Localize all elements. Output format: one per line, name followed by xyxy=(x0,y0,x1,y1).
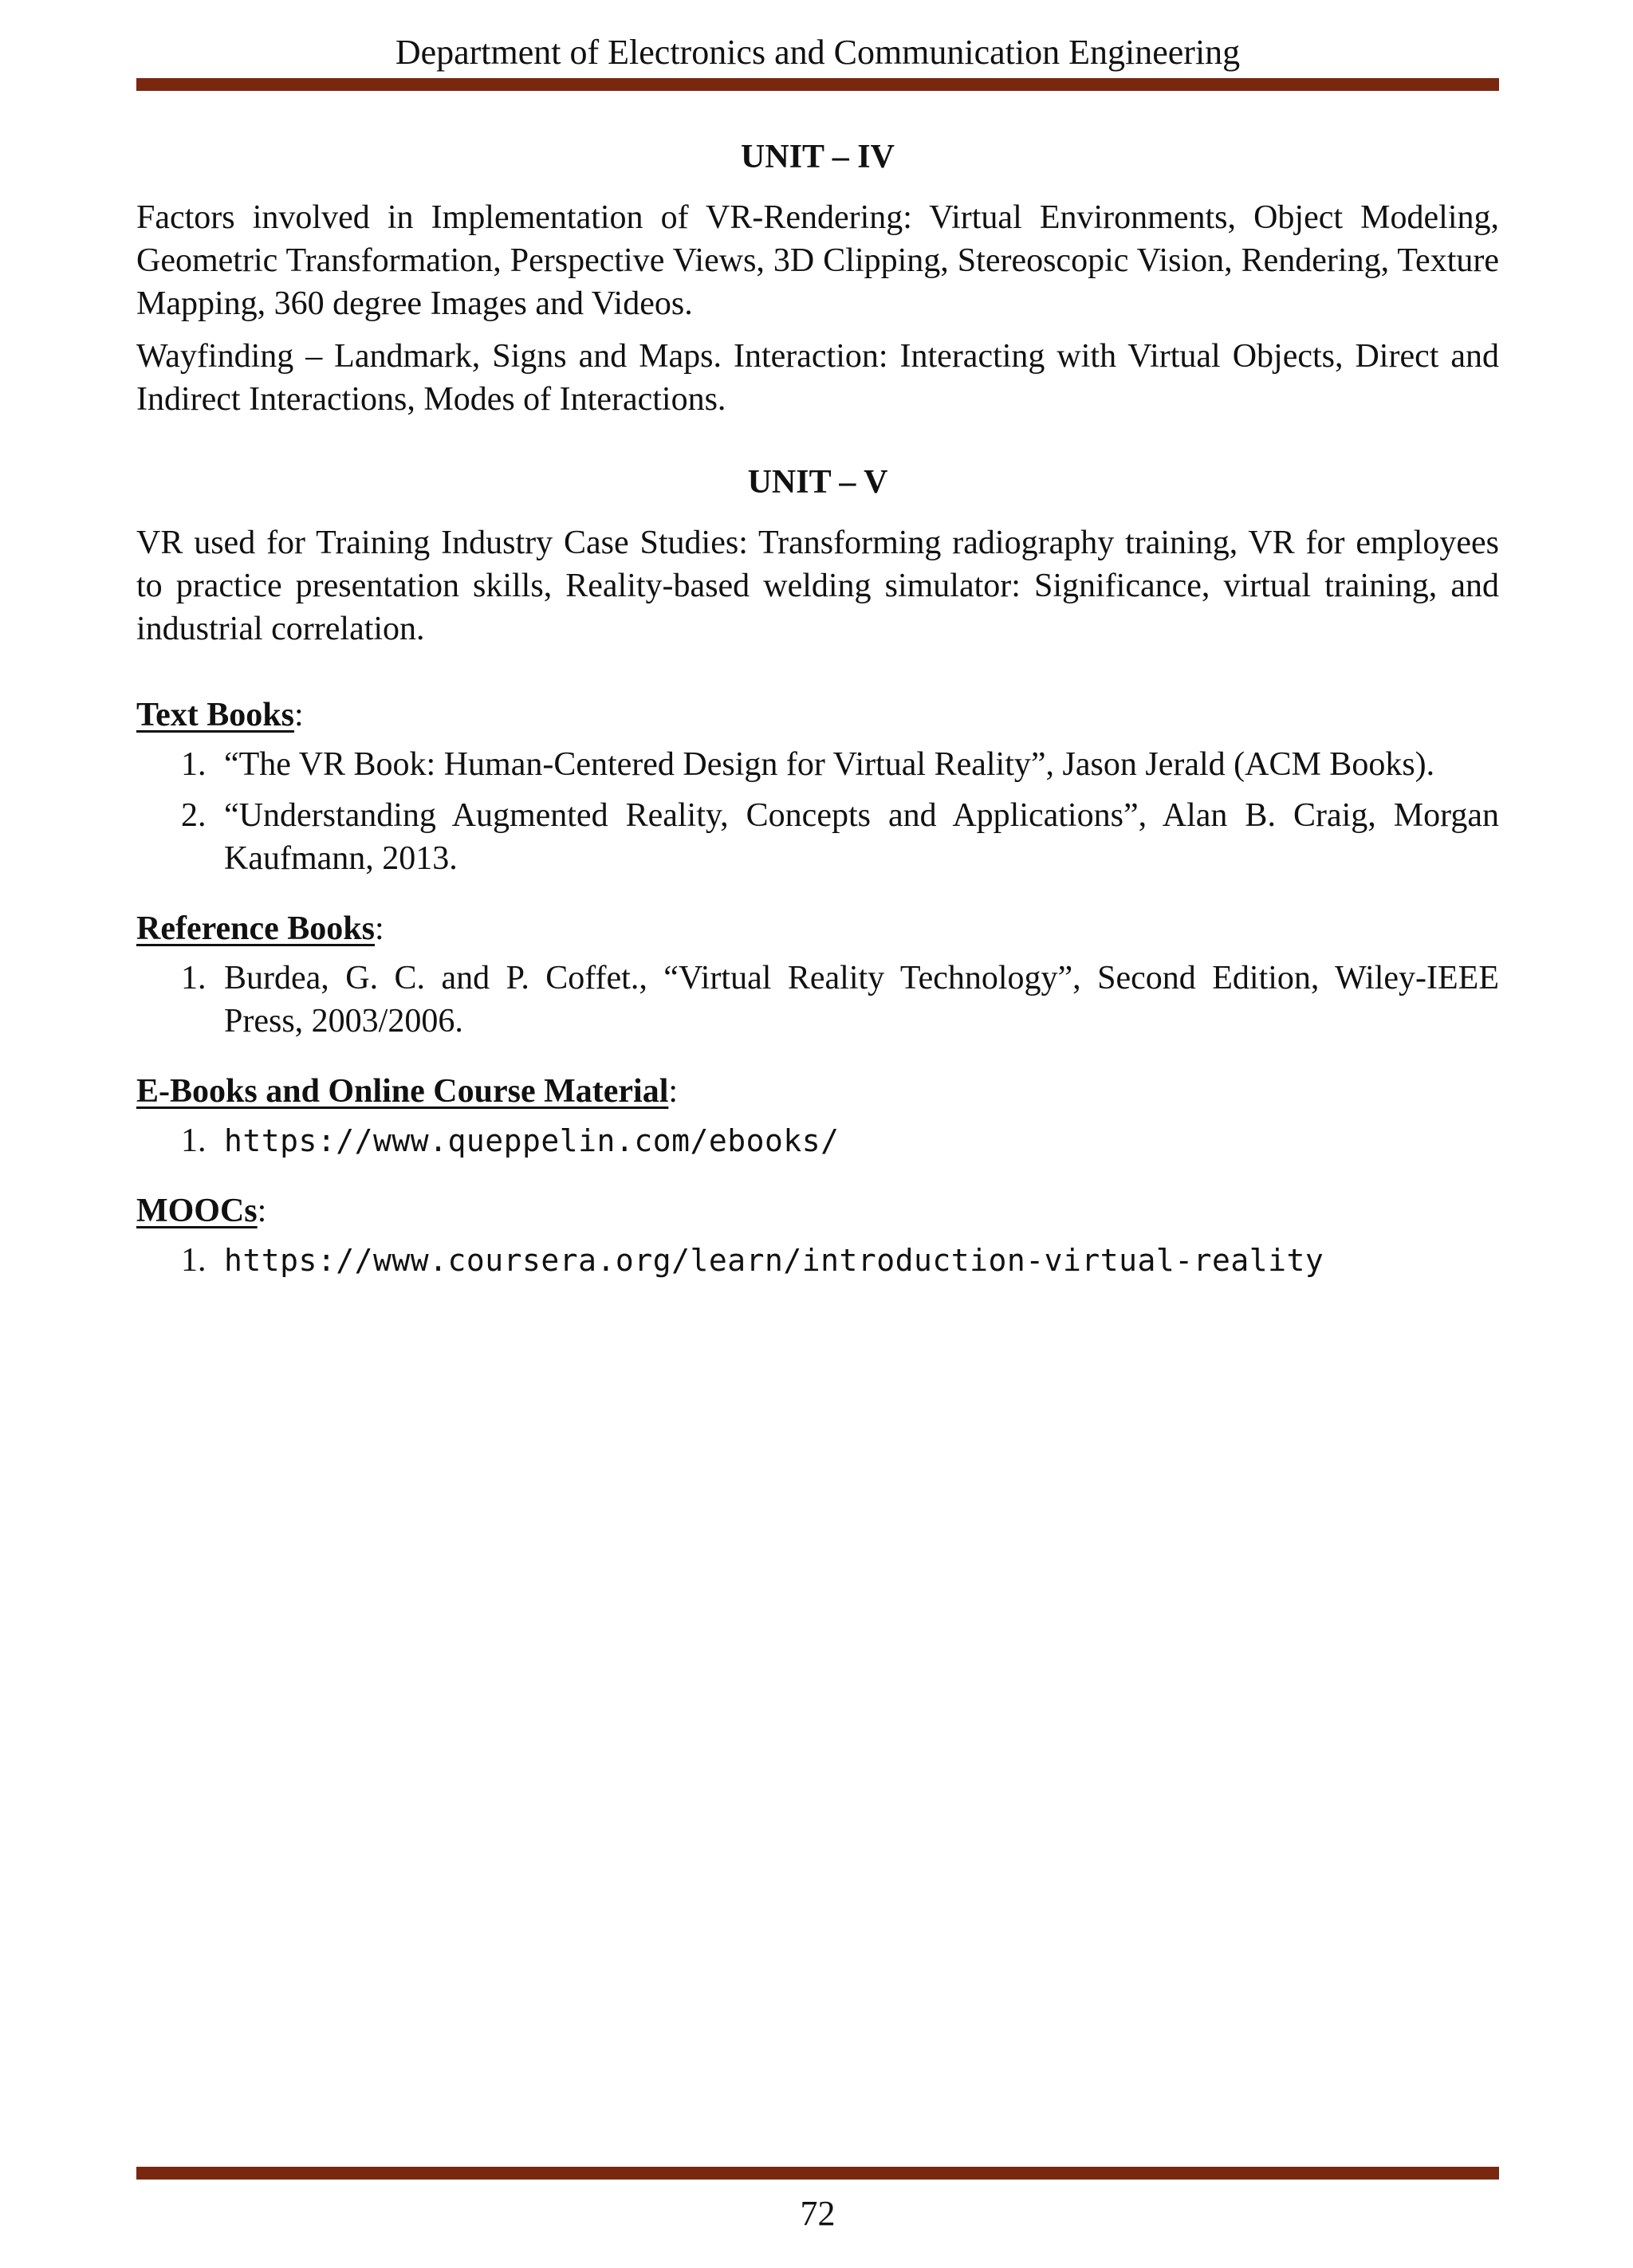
unit-iv-heading: UNIT – IV xyxy=(741,139,895,175)
moocs-title: MOOCs xyxy=(136,1193,258,1229)
reference-books-colon: : xyxy=(374,910,384,947)
page-header: Department of Electronics and Communication Engineering xyxy=(395,33,1241,72)
ebooks-colon: : xyxy=(668,1073,679,1110)
list-item-number: 2. xyxy=(181,797,207,834)
moocs-heading xyxy=(136,1189,1499,1232)
text-books-colon: : xyxy=(294,697,304,733)
list-item-number: 1. xyxy=(181,960,207,996)
header-rule xyxy=(136,78,1499,91)
list-item xyxy=(136,1239,1499,1282)
mooc-link[interactable]: https://www.coursera.org/learn/introduction-virtual-reality xyxy=(224,1243,1324,1278)
list-item xyxy=(136,794,1499,880)
list-item-number: 1. xyxy=(181,1242,207,1279)
list-item xyxy=(136,743,1499,786)
reference-books-title: Reference Books xyxy=(136,910,375,947)
list-item-text: Burdea, G. C. and P. Coffet., “Virtual Reality Technology”, Second Edition, Wiley-IEEE Press, 2003/2006. xyxy=(224,960,1499,1040)
page-content xyxy=(136,136,1499,1309)
ebooks-title: E-Books and Online Course Material xyxy=(136,1073,669,1110)
moocs-list xyxy=(136,1239,1499,1282)
reference-books-list xyxy=(136,957,1499,1043)
list-item xyxy=(136,957,1499,1043)
list-item-number: 1. xyxy=(181,1122,207,1159)
list-item-text: “Understanding Augmented Reality, Concepts and Applications”, Alan B. Craig, Morgan Kaufmann, 2013. xyxy=(224,797,1499,877)
text-books-heading xyxy=(136,694,1499,737)
unit-v-heading: UNIT – V xyxy=(747,464,888,501)
unit-iv-paragraph-2: Wayfinding – Landmark, Signs and Maps. Interaction: Interacting with Virtual Objects, Direct and Indirect Interactions, Modes of Interactions. xyxy=(136,338,1499,418)
ebook-link[interactable]: https://www.queppelin.com/ebooks/ xyxy=(224,1123,840,1158)
list-item-text: “The VR Book: Human-Centered Design for Virtual Reality”, Jason Jerald (ACM Books). xyxy=(224,746,1435,783)
unit-v-paragraph-1: VR used for Training Industry Case Studies: Transforming radiography training, VR for employees to practice presentation skills, Reality-based welding simulator: Significance, virtual training, and industrial correlation. xyxy=(136,525,1499,647)
list-item xyxy=(136,1119,1499,1162)
unit-iv-paragraph-1: Factors involved in Implementation of VR-Rendering: Virtual Environments, Object Modeling, Geometric Transformation, Perspective Views, 3D Clipping, Stereoscopic Vision, Rendering, Texture Mapping, 360 degree Images and Videos. xyxy=(136,199,1499,322)
footer-rule xyxy=(136,2167,1499,2180)
list-item-number: 1. xyxy=(181,746,207,783)
reference-books-heading xyxy=(136,907,1499,950)
text-books-list xyxy=(136,743,1499,880)
ebooks-list xyxy=(136,1119,1499,1162)
moocs-colon: : xyxy=(257,1193,267,1229)
ebooks-heading xyxy=(136,1070,1499,1113)
text-books-title: Text Books xyxy=(136,697,295,733)
page-number: 72 xyxy=(800,2194,836,2233)
